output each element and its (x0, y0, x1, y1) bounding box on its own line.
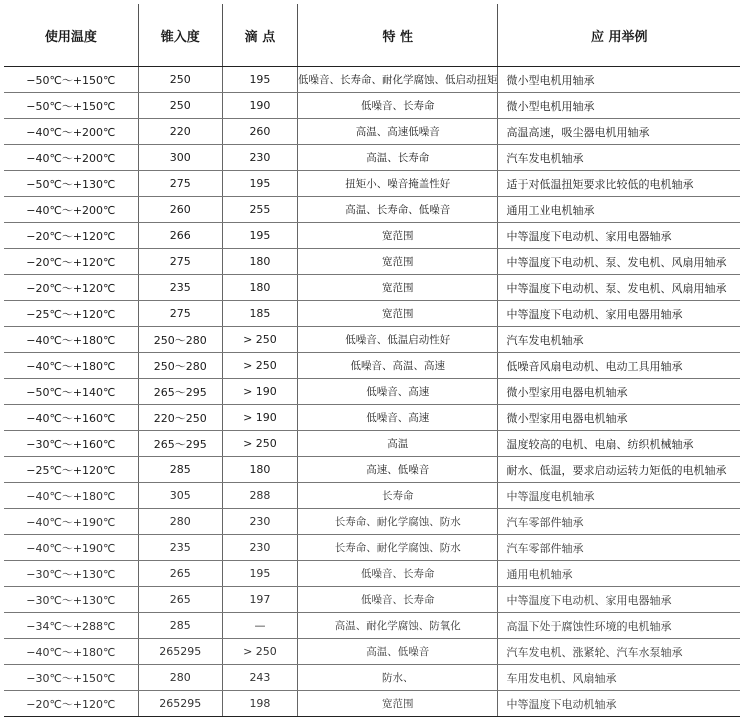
cell-temperature: −40℃～+180℃ (4, 483, 138, 509)
cell-characteristics: 低噪音、高速 (297, 379, 498, 405)
cell-dropping-point: 230 (222, 509, 297, 535)
cell-penetration: 265～295 (138, 379, 222, 405)
cell-temperature: −40℃～+180℃ (4, 327, 138, 353)
table-row (4, 249, 740, 275)
cell-characteristics: 高温、长寿命 (297, 145, 498, 171)
cell-dropping-point: 260 (222, 119, 297, 145)
cell-dropping-point: 195 (222, 171, 297, 197)
cell-temperature: −20℃～+120℃ (4, 223, 138, 249)
cell-application: 汽车零部件轴承 (498, 535, 740, 561)
cell-application: 低噪音风扇电动机、电动工具用轴承 (498, 353, 740, 379)
cell-application: 中等温度下电动机、家用电器用轴承 (498, 301, 740, 327)
cell-characteristics: 低噪音、长寿命 (297, 561, 498, 587)
cell-application: 中等温度下电动机、家用电器轴承 (498, 587, 740, 613)
table-row (4, 301, 740, 327)
cell-application: 微小型电机用轴承 (498, 93, 740, 119)
cell-dropping-point: > 250 (222, 639, 297, 665)
cell-temperature: −40℃～+180℃ (4, 639, 138, 665)
cell-dropping-point: 197 (222, 587, 297, 613)
table-row (4, 483, 740, 509)
header-row (4, 4, 740, 67)
cell-application: 高温高速，吸尘器电机用轴承 (498, 119, 740, 145)
cell-application: 中等温度下电动机、泵、发电机、风扇用轴承 (498, 249, 740, 275)
cell-penetration: 220 (138, 119, 222, 145)
cell-dropping-point: > 250 (222, 431, 297, 457)
header-application: 应 用举例 (498, 4, 740, 67)
cell-characteristics: 低噪音、高温、高速 (297, 353, 498, 379)
cell-application: 微小型家用电器电机轴承 (498, 379, 740, 405)
table-header (4, 4, 740, 67)
cell-temperature: −50℃～+130℃ (4, 171, 138, 197)
cell-penetration: 265 (138, 587, 222, 613)
cell-characteristics: 低噪音、长寿命、耐化学腐蚀、低启动扭矩 (297, 67, 498, 93)
table-body (4, 67, 740, 717)
cell-characteristics: 高温、低噪音 (297, 639, 498, 665)
cell-characteristics: 宽范围 (297, 301, 498, 327)
cell-application: 温度较高的电机、电扇、纺织机械轴承 (498, 431, 740, 457)
cell-dropping-point: > 250 (222, 327, 297, 353)
cell-penetration: 275 (138, 249, 222, 275)
cell-application: 通用电机轴承 (498, 561, 740, 587)
cell-penetration: 300 (138, 145, 222, 171)
cell-characteristics: 高温、长寿命、低噪音 (297, 197, 498, 223)
table-row (4, 535, 740, 561)
cell-temperature: −30℃～+160℃ (4, 431, 138, 457)
cell-penetration: 280 (138, 509, 222, 535)
table-row (4, 67, 740, 93)
cell-penetration: 280 (138, 665, 222, 691)
header-temperature: 使用温度 (4, 4, 138, 67)
header-characteristics: 特 性 (297, 4, 498, 67)
cell-dropping-point: > 190 (222, 379, 297, 405)
cell-penetration: 285 (138, 613, 222, 639)
cell-temperature: −50℃～+150℃ (4, 67, 138, 93)
cell-dropping-point: 230 (222, 145, 297, 171)
cell-dropping-point: — (222, 613, 297, 639)
table-row (4, 197, 740, 223)
cell-penetration: 305 (138, 483, 222, 509)
table-row (4, 405, 740, 431)
cell-temperature: −20℃～+120℃ (4, 275, 138, 301)
cell-characteristics: 宽范围 (297, 249, 498, 275)
cell-temperature: −40℃～+200℃ (4, 119, 138, 145)
table-row (4, 561, 740, 587)
table-row (4, 613, 740, 639)
cell-dropping-point: 195 (222, 561, 297, 587)
table-row (4, 223, 740, 249)
cell-temperature: −40℃～+200℃ (4, 197, 138, 223)
cell-application: 中等温度下电动机轴承 (498, 691, 740, 717)
cell-characteristics: 宽范围 (297, 691, 498, 717)
cell-application: 汽车发电机、涨紧轮、汽车水泵轴承 (498, 639, 740, 665)
cell-temperature: −40℃～+190℃ (4, 535, 138, 561)
cell-dropping-point: > 190 (222, 405, 297, 431)
cell-characteristics: 长寿命、耐化学腐蚀、防水 (297, 535, 498, 561)
cell-penetration: 250～280 (138, 327, 222, 353)
table-row (4, 327, 740, 353)
cell-temperature: −20℃～+120℃ (4, 249, 138, 275)
cell-application: 汽车发电机轴承 (498, 145, 740, 171)
cell-characteristics: 高温 (297, 431, 498, 457)
cell-application: 汽车发电机轴承 (498, 327, 740, 353)
header-dropping-point: 滴 点 (222, 4, 297, 67)
cell-dropping-point: > 250 (222, 353, 297, 379)
table-row (4, 691, 740, 717)
table-row (4, 587, 740, 613)
table-row (4, 639, 740, 665)
grease-spec-table (4, 4, 740, 717)
cell-penetration: 275 (138, 301, 222, 327)
cell-application: 中等温度电机轴承 (498, 483, 740, 509)
cell-dropping-point: 230 (222, 535, 297, 561)
cell-penetration: 265 (138, 561, 222, 587)
table-row (4, 93, 740, 119)
cell-penetration: 265～295 (138, 431, 222, 457)
table-row (4, 145, 740, 171)
cell-penetration: 220～250 (138, 405, 222, 431)
cell-characteristics: 高速、低噪音 (297, 457, 498, 483)
cell-characteristics: 高温、耐化学腐蚀、防氧化 (297, 613, 498, 639)
cell-dropping-point: 185 (222, 301, 297, 327)
cell-application: 微小型电机用轴承 (498, 67, 740, 93)
table-row (4, 457, 740, 483)
cell-temperature: −30℃～+150℃ (4, 665, 138, 691)
cell-dropping-point: 198 (222, 691, 297, 717)
cell-characteristics: 长寿命、耐化学腐蚀、防水 (297, 509, 498, 535)
cell-penetration: 235 (138, 275, 222, 301)
cell-penetration: 250 (138, 93, 222, 119)
table-row (4, 353, 740, 379)
cell-temperature: −40℃～+180℃ (4, 353, 138, 379)
cell-characteristics: 低噪音、低温启动性好 (297, 327, 498, 353)
cell-dropping-point: 180 (222, 457, 297, 483)
cell-temperature: −30℃～+130℃ (4, 561, 138, 587)
cell-characteristics: 低噪音、长寿命 (297, 587, 498, 613)
cell-characteristics: 宽范围 (297, 223, 498, 249)
cell-dropping-point: 195 (222, 223, 297, 249)
cell-penetration: 266 (138, 223, 222, 249)
cell-characteristics: 防水、 (297, 665, 498, 691)
cell-penetration: 260 (138, 197, 222, 223)
cell-application: 微小型家用电器电机轴承 (498, 405, 740, 431)
cell-dropping-point: 180 (222, 249, 297, 275)
cell-temperature: −25℃～+120℃ (4, 457, 138, 483)
cell-dropping-point: 190 (222, 93, 297, 119)
cell-characteristics: 低噪音、长寿命 (297, 93, 498, 119)
cell-dropping-point: 255 (222, 197, 297, 223)
cell-application: 高温下处于腐蚀性环境的电机轴承 (498, 613, 740, 639)
table-row (4, 119, 740, 145)
table-row (4, 171, 740, 197)
cell-application: 中等温度下电动机、家用电器轴承 (498, 223, 740, 249)
cell-application: 适于对低温扭矩要求比较低的电机轴承 (498, 171, 740, 197)
cell-application: 车用发电机、风扇轴承 (498, 665, 740, 691)
cell-temperature: −50℃～+140℃ (4, 379, 138, 405)
table-row (4, 379, 740, 405)
cell-characteristics: 低噪音、高速 (297, 405, 498, 431)
cell-dropping-point: 195 (222, 67, 297, 93)
cell-penetration: 275 (138, 171, 222, 197)
cell-application: 耐水、低温，要求启动运转力矩低的电机轴承 (498, 457, 740, 483)
cell-characteristics: 长寿命 (297, 483, 498, 509)
cell-application: 通用工业电机轴承 (498, 197, 740, 223)
table-row (4, 509, 740, 535)
cell-temperature: −34℃～+288℃ (4, 613, 138, 639)
cell-dropping-point: 243 (222, 665, 297, 691)
cell-dropping-point: 180 (222, 275, 297, 301)
cell-penetration: 250 (138, 67, 222, 93)
cell-application: 汽车零部件轴承 (498, 509, 740, 535)
cell-temperature: −50℃～+150℃ (4, 93, 138, 119)
cell-penetration: 265295 (138, 639, 222, 665)
cell-temperature: −30℃～+130℃ (4, 587, 138, 613)
cell-temperature: −40℃～+200℃ (4, 145, 138, 171)
table-row (4, 665, 740, 691)
cell-penetration: 235 (138, 535, 222, 561)
cell-application: 中等温度下电动机、泵、发电机、风扇用轴承 (498, 275, 740, 301)
cell-temperature: −25℃～+120℃ (4, 301, 138, 327)
header-penetration: 锥入度 (138, 4, 222, 67)
cell-penetration: 250～280 (138, 353, 222, 379)
table-row (4, 431, 740, 457)
cell-penetration: 285 (138, 457, 222, 483)
cell-characteristics: 扭矩小、噪音掩盖性好 (297, 171, 498, 197)
cell-penetration: 265295 (138, 691, 222, 717)
cell-temperature: −20℃～+120℃ (4, 691, 138, 717)
cell-temperature: −40℃～+190℃ (4, 509, 138, 535)
cell-temperature: −40℃～+160℃ (4, 405, 138, 431)
cell-dropping-point: 288 (222, 483, 297, 509)
table-row (4, 275, 740, 301)
cell-characteristics: 宽范围 (297, 275, 498, 301)
cell-characteristics: 高温、高速低噪音 (297, 119, 498, 145)
